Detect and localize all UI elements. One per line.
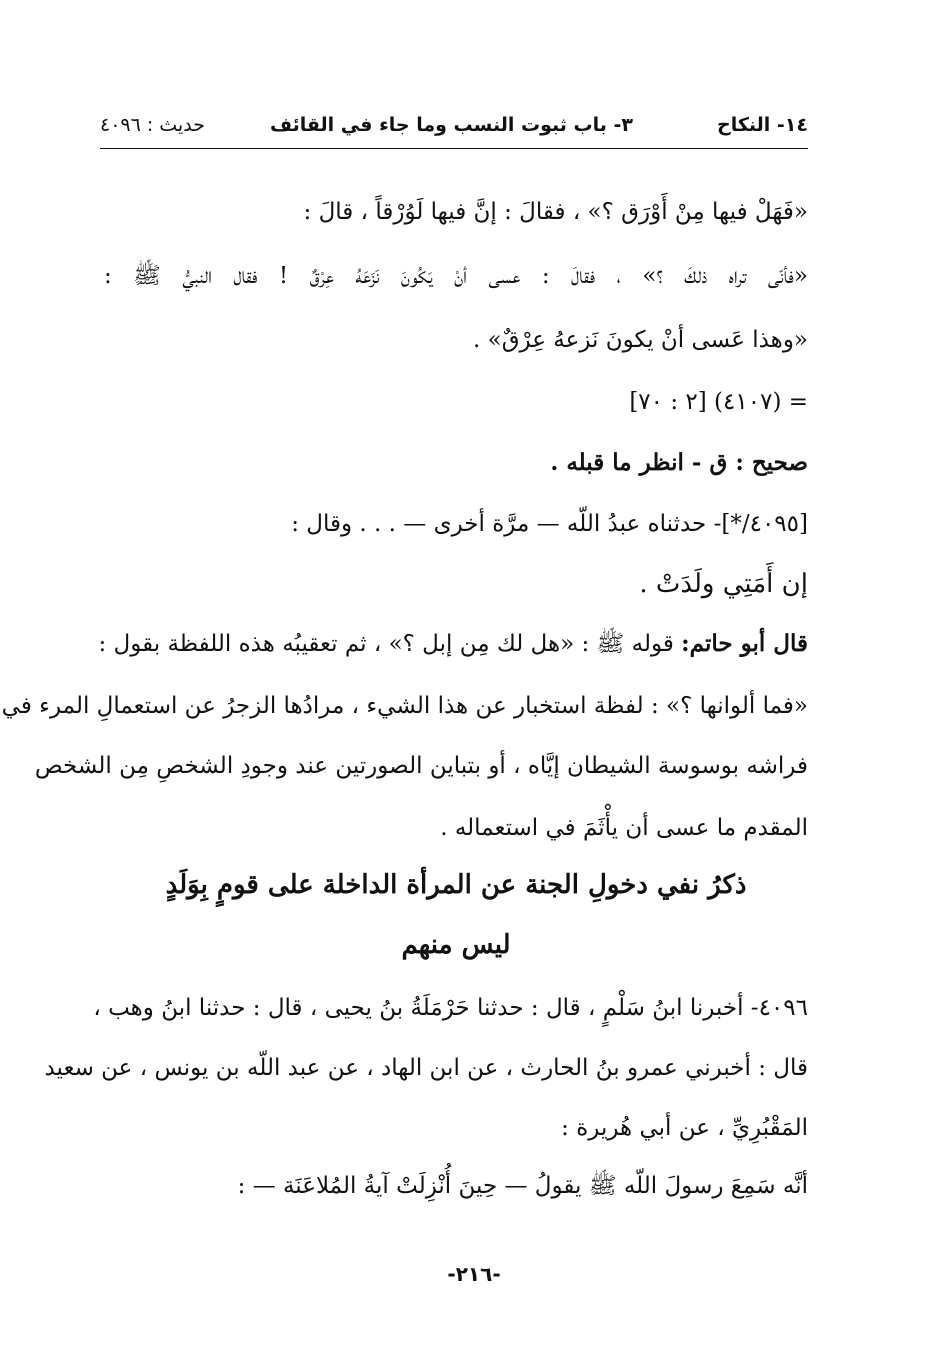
page-number: -٢١٦- — [447, 1262, 501, 1286]
chapter-heading: ذكرُ نفي دخولِ الجنة عن المرأة الداخلة على قومٍ بِوَلَدٍ — [165, 870, 747, 900]
chapter-title: ١٤- النكاح — [717, 114, 808, 136]
text-line: [٤٠٩٥/*]- حدثناه عبدُ اللّه — مرَّة أخرى — . . . وقال : — [291, 511, 808, 537]
running-header — [100, 110, 808, 144]
text-line: إن أَمَتِي ولَدَتْ . — [639, 569, 808, 599]
abu-hatim-label: قال أبو حاتم: — [681, 630, 808, 657]
text-line: = (٤١٠٧) [٢ : ٧٠] — [629, 389, 808, 415]
text-line: قال : أخبرني عمرو بنُ الحارث ، عن ابن الهاد ، عن عبد اللّه بن يونس ، عن سعيد — [44, 1055, 808, 1081]
text-line: أنَّه سَمِعَ رسولَ اللّه ﷺ يقولُ — حِينَ أُنْزِلَتْ آيةُ المُلاعَنَة — : — [237, 1173, 808, 1199]
text-line: المَقْبُرِيِّ ، عن أبي هُريرة : — [561, 1115, 808, 1141]
text-line: فراشه بوسوسة الشيطان إيَّاه ، أو بتباين الصورتين عند وجودِ الشخصِ مِن الشخص — [34, 753, 808, 779]
text-line: المقدم ما عسى أن يأْثَمَ في استعماله . — [440, 815, 808, 841]
section-title: ٣- باب ثبوت النسب وما جاء في القائف — [269, 114, 633, 136]
abu-hatim-commentary — [98, 628, 808, 660]
text-line: «فأنّى تراه ذلكَ ؟» ، فقالَ : عسى أنْ يَكُونَ نَزَعَهُ عِرْقٌ ! فقال النبيُّ ﷺ : — [104, 263, 808, 289]
header-rule — [100, 148, 808, 149]
text-line: «فَهَلْ فيها مِنْ أَوْرَق ؟» ، فقالَ : إنَّ فيها لَوُرْقاً ، قالَ : — [303, 199, 808, 225]
grade-note: صحيح : ق - انظر ما قبله . — [550, 449, 808, 476]
text-line: «وهذا عَسى أنْ يكونَ نَزعهُ عِرْقٌ» . — [473, 327, 808, 353]
text-line: «فما ألوانها ؟» : لفظة استخبار عن هذا الشيء ، مرادُها الزجرُ عن استعمالِ المرء في — [1, 693, 808, 719]
chapter-heading-continued: ليس منهم — [401, 930, 511, 960]
text-line: ٤٠٩٦- أخبرنا ابنُ سَلْمٍ ، قال : حدثنا حَرْمَلَةُ بنُ يحيى ، قال : حدثنا ابنُ وهب ، — [93, 995, 808, 1021]
commentary-text: قوله ﷺ : «هل لك مِن إبل ؟» ، ثم تعقيبُه هذه اللفظة بقول : — [98, 631, 682, 657]
hadith-reference: حديث : ٤٠٩٦ — [100, 114, 205, 136]
